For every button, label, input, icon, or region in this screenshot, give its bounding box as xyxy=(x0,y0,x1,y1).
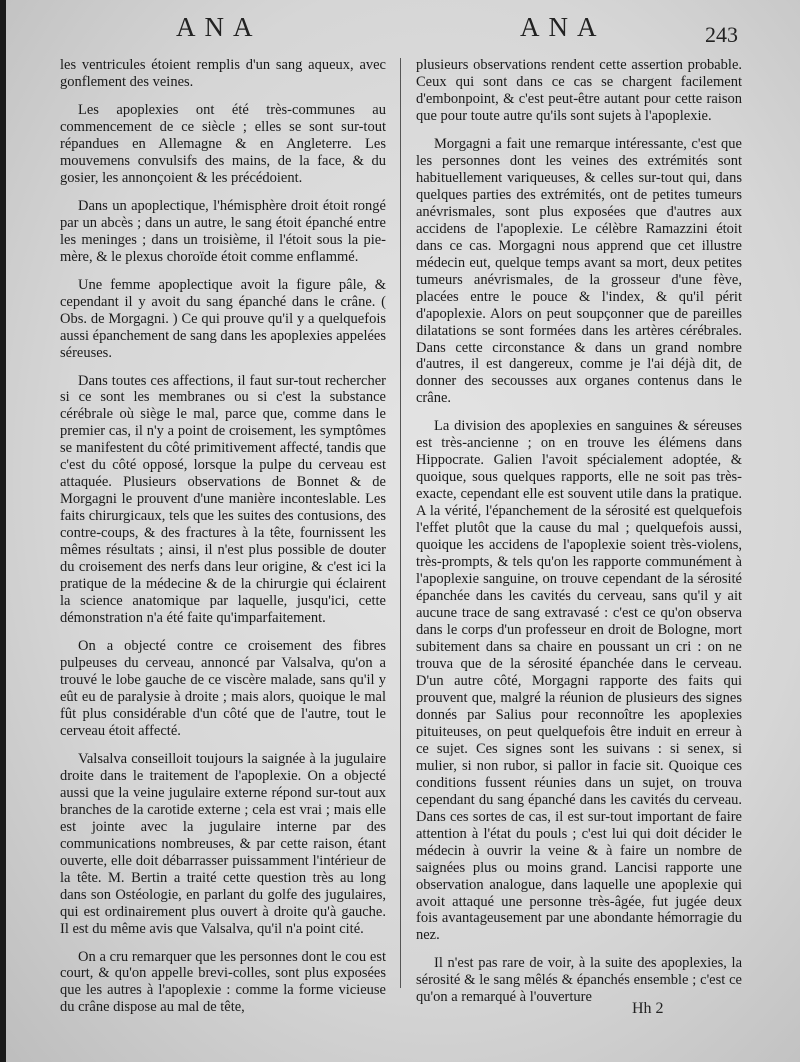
paragraph: Une femme apoplectique avoit la figure pâle, & cependant il y avoit du sang épanché dans le crâne. ( Obs. de Morgagni. ) Ce qui prouve qu'il y a quelquefois aussi épanchement de sang dans les apoplexies appelées séreuses. xyxy=(60,276,386,361)
running-head-right: ANA xyxy=(520,12,606,42)
paragraph: plusieurs observations rendent cette assertion probable. Ceux qui sont dans ce cas se chargent facilement d'embonpoint, & c'est peut-être autant pour cette raison que pour toute autre qu'ils sont sujets à l'apoplexie. xyxy=(416,57,742,124)
signature-mark: Hh 2 xyxy=(632,1000,664,1017)
paragraph: Dans un apoplectique, l'hémisphère droit étoit rongé par un abcès ; dans un autre, le sang étoit épanché entre les meninges ; dans un troisième, il l'étoit sous la pie-mère, & le plexus choroïde étoit comme enflammé. xyxy=(60,197,386,265)
page-number: 243 xyxy=(705,22,738,47)
paragraph: Dans toutes ces affections, il faut sur-tout rechercher si ce sont les membranes ou si c'est la substance cérébrale où siège le mal, parce que, comme dans le premier cas, il n'y a point de croisement, les symptômes se manifestent du côté primitivement affecté, tandis que c'est du côté opposé, lorsque la pulpe du cerveau est attaquée. Plusieurs observations de Bonnet & de Morgagni le prouvent d'une manière inconteslable. Les faits chirurgicaux, tels que les suites des contusions, des contre-coups, & des fractures à la tête, fournissent les mêmes résultats ; ainsi, il n'est plus possible de douter du croisement des nerfs dans leur origine, & c'est ici la pratique de la médecine & de la chirurgie qui éclairent la science anatomique par laquelle, jusqu'ici, cette démonstration n'a été faite qu'imparfaitement. xyxy=(60,372,386,627)
paragraph: La division des apoplexies en sanguines & séreuses est très-ancienne ; on en trouve les élémens dans Hippocrate. Galien l'avoit spécialement adoptée, & quoique, sous quelques rapports, elle ne soit pas très-exacte, cependant elle est souvent utile dans la pratique. A la vérité, l'épanchement de la sérosité est quelquefois l'effet plutôt que la cause du mal ; quelquefois aussi, quoique les accidens de l'apoplexie soient très-violens, très-prompts, & tels qu'on les rapporte communément à l'apoplexie sanguine, on trouve cependant de la sérosité épanchée dans les cavités du cerveau, sans qu'il y ait aucune trace de sang extravasé : c'est ce qu'on observa dans le corps d'un professeur en droit de Bologne, mort subitement dans sa chaire en poussant un cri : on ne trouva que de la sérosité épanchée dans le cerveau. D'un autre côté, Morgagni rapporte des faits qui prouvent que, malgré la réunion de plusieurs des signes donnés par Salius pour reconnoître les apoplexies pituiteuses, on peut quelquefois être induit en erreur à ce sujet. Ces signes sont les suivans : si senex, si mulier, si non rubor, si pallor in facie sit. Quoique ces conditions fussent réunies dans un sujet, on trouva cependant du sang épanché dans les cavités du cerveau. Dans ces sortes de cas, il est sur-tout important de faire attention à l'état du pouls ; c'est lui qui doit décider le médecin à ouvrir la veine & à faire un nombre de saignées plus ou moins grand. Lancisi rapporte une observation analogue, dans laquelle une apoplexie qui avoit attaqué une personne très-âgée, fut jugée deux fois avantageusement par une abondante hémorragie du nez. xyxy=(416,418,742,944)
binding-edge xyxy=(0,0,6,1062)
paragraph: Valsalva conseilloit toujours la saignée à la jugulaire droite dans le traitement de l'apoplexie. On a objecté aussi que la veine jugulaire externe répond sur-tout aux branches de la carotide externe ; cela est vrai ; mais elle est jointe avec la jugulaire interne par des communications nombreuses, & par cette raison, étant ouverte, elle doit débarrasser puissamment l'intérieur de la tête. M. Bertin a traité cette question très au long dans son Ostéologie, en parlant du golfe des jugulaires, qui est ordinairement plus ouvert à droite qu'à gauche. Il est du même avis que Valsalva, qu'il n'a point cité. xyxy=(60,750,386,937)
paragraph: On a cru remarquer que les personnes dont le cou est court, & qu'on appelle brevi-colles, sont plus exposées que les autres à l'apoplexie : comme la forme vicieuse du crâne dispose au mal de tête, xyxy=(60,948,386,1016)
left-column xyxy=(60,57,386,1027)
column-rule xyxy=(400,58,401,988)
paragraph: Les apoplexies ont été très-communes au commencement de ce siècle ; elles se sont sur-tout répandues en Allemagne & en Angleterre. Les mouvemens convulsifs des mains, de la face, & du gosier, les annonçoient & les précédoient. xyxy=(60,101,386,186)
running-head-left: ANA xyxy=(176,12,262,42)
paragraph: On a objecté contre ce croisement des fibres pulpeuses du cerveau, annoncé par Valsalva, qu'on a trouvé le lobe gauche de ce viscère malade, sans qu'il y eût eu de paralysie à droite ; mais alors, quoique le mal fût plus considérable d'un côté que de l'autre, tout le cerveau étoit affecté. xyxy=(60,638,386,739)
paragraph: Morgagni a fait une remarque intéressante, c'est que les personnes dont les veines des extrémités sont habituellement variqueuses, & celles sur-tout qui, dans quelques parties des extrémités, ont de petites tumeurs anévrismales, sont plus exposées que d'autres aux accidens de l'apoplexie. Le célèbre Ramazzini étoit dans ce cas. Morgagni nous apprend que cet illustre médecin eut, quelque temps avant sa mort, deux petites tumeurs anévrismales, de la grosseur d'une fève, placées entre le pouce & l'index, & qu'il périt d'apoplexie. Alors on peut soupçonner que de pareilles dilatations se sont formées dans les artères cérébrales. Dans cette circonstance & dans un grand nombre d'autres, il est dangereux, comme je l'ai déjà dit, de donner des secousses aux organes contenus dans le crâne. xyxy=(416,135,742,407)
right-column xyxy=(416,57,742,1017)
paragraph: les ventricules étoient remplis d'un sang aqueux, avec gonflement des veines. xyxy=(60,57,386,90)
paragraph: Il n'est pas rare de voir, à la suite des apoplexies, la sérosité & le sang mêlés & épanchés ensemble ; c'est ce qu'on a remarqué à l'ouverture xyxy=(416,955,742,1006)
